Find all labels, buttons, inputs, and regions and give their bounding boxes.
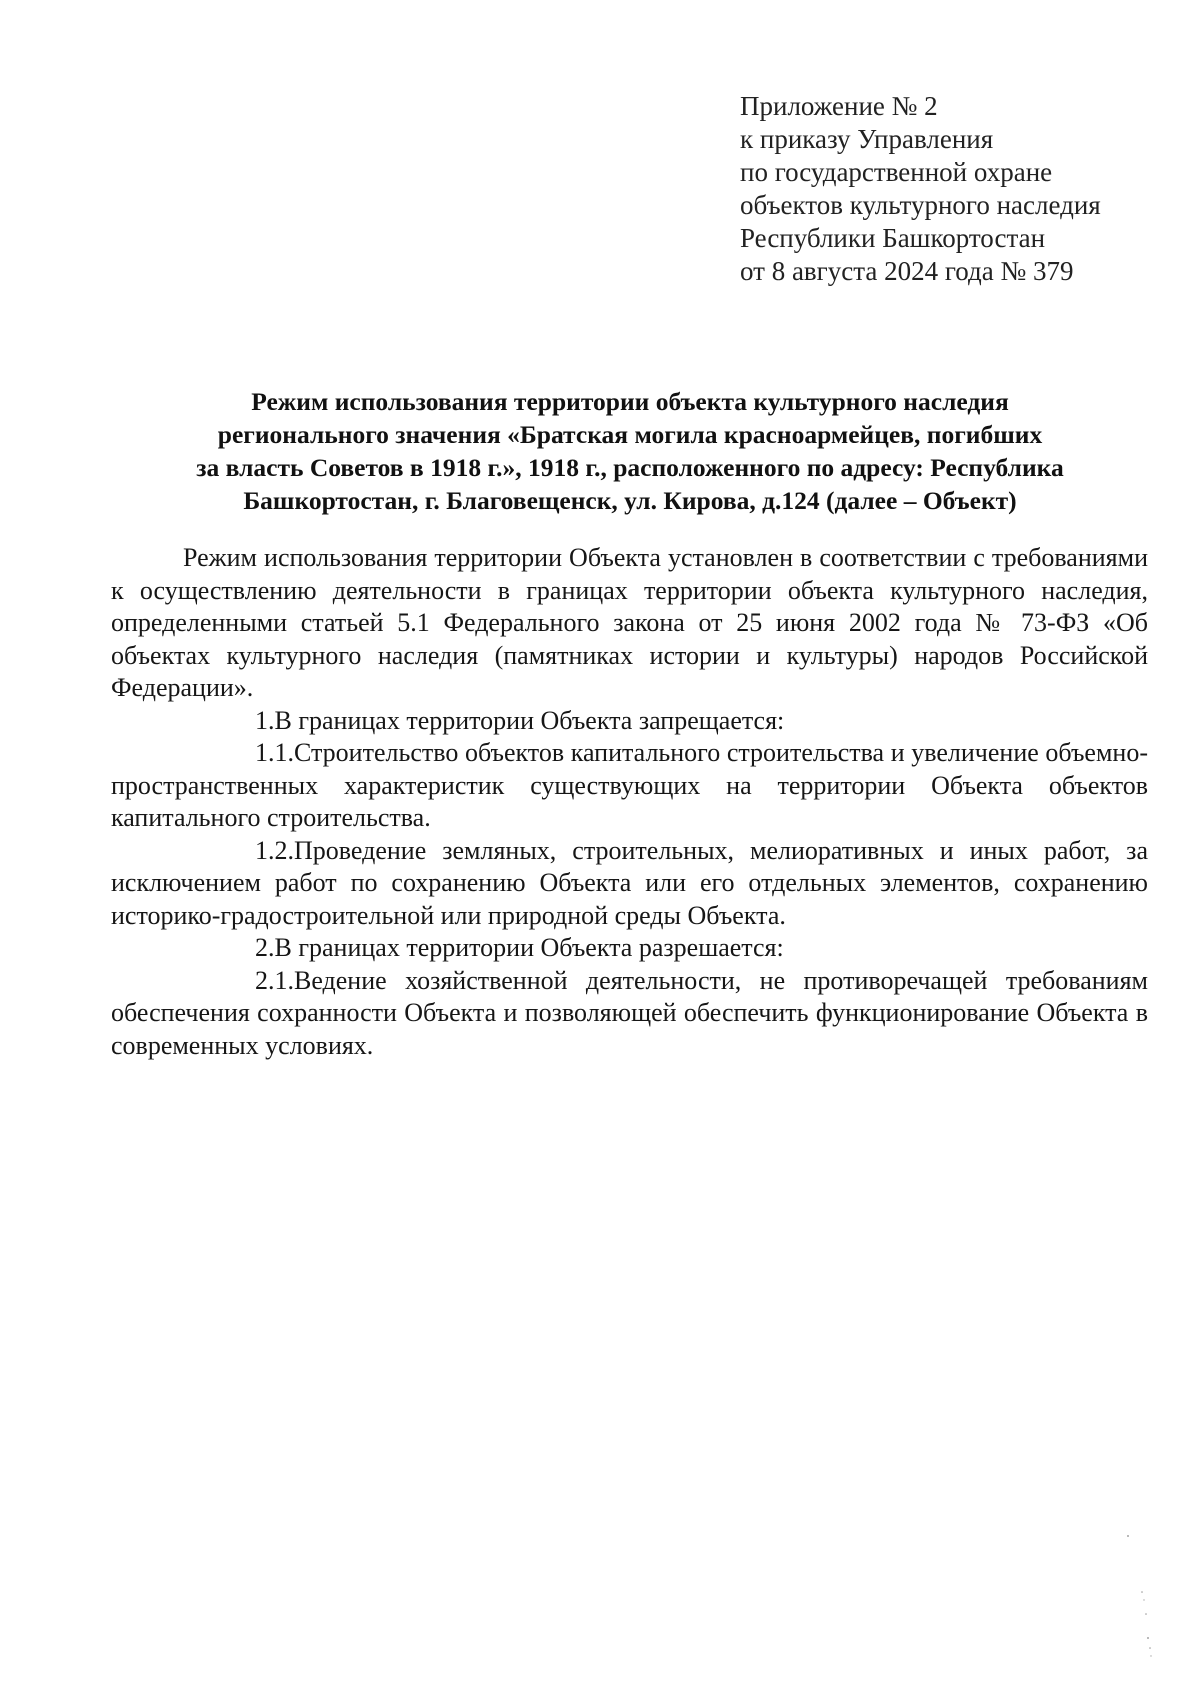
item-number: 1.1.	[255, 738, 294, 767]
item-number: 1.2.	[255, 835, 294, 865]
appendix-line: Республики Башкортостан	[740, 223, 1046, 253]
title-line: за власть Советов в 1918 г.», 1918 г., расположенного по адресу: Республика	[196, 453, 1064, 482]
scan-specks	[1120, 1530, 1160, 1670]
item-text: Ведение хозяйственной деятельности, не противоречащей требованиям обеспечения сохранности Объекта и позволяющей обеспечить функционирование Объекта в современных условиях.	[111, 965, 1148, 1060]
list-item	[111, 932, 1148, 965]
intro-paragraph: Режим использования территории Объекта установлен в соответствии с требованиями к осуществлению деятельности в границах территории объекта культурного наследия, определенными статьей 5.1 Федерального закона от 25 июня 2002 года № 73-ФЗ «Об объектах культурного наследия (памятниках истории и культуры) народов Российской Федерации».	[111, 543, 1148, 702]
document-body	[111, 542, 1148, 1062]
title-line: Режим использования территории объекта культурного наследия	[251, 387, 1009, 416]
appendix-line: к приказу Управления	[740, 124, 994, 154]
title-line: Башкортостан, г. Благовещенск, ул. Кирова, д.124 (далее – Объект)	[243, 486, 1017, 515]
item-text: В границах территории Объекта разрешается:	[274, 933, 784, 962]
list-item	[111, 965, 1148, 1063]
title-line: регионального значения «Братская могила красноармейцев, погибших	[217, 420, 1043, 449]
item-text: В границах территории Объекта запрещается:	[274, 705, 785, 735]
list-item	[111, 705, 1148, 738]
item-text: Проведение земляных, строительных, мелиоративных и иных работ, за исключением работ по сохранению Объекта или его отдельных элементов, сохранению историко-градостроительной или природной среды Объекта.	[111, 835, 1148, 930]
list-item	[111, 835, 1148, 933]
appendix-line: Приложение № 2	[740, 91, 938, 121]
item-number: 2.	[255, 933, 275, 962]
appendix-line: от 8 августа 2024 года № 379	[740, 256, 1074, 286]
item-number: 1.	[255, 705, 275, 735]
appendix-header	[740, 90, 1101, 288]
appendix-line: объектов культурного наследия	[740, 190, 1101, 220]
document-title	[110, 385, 1150, 517]
appendix-line: по государственной охране	[740, 157, 1053, 187]
item-number: 2.1.	[255, 965, 294, 995]
list-item	[111, 737, 1148, 835]
item-text: Строительство объектов капитального строительства и увеличение объемно-пространственных характеристик существующих на территории Объекта объектов капитального строительства.	[111, 738, 1148, 832]
